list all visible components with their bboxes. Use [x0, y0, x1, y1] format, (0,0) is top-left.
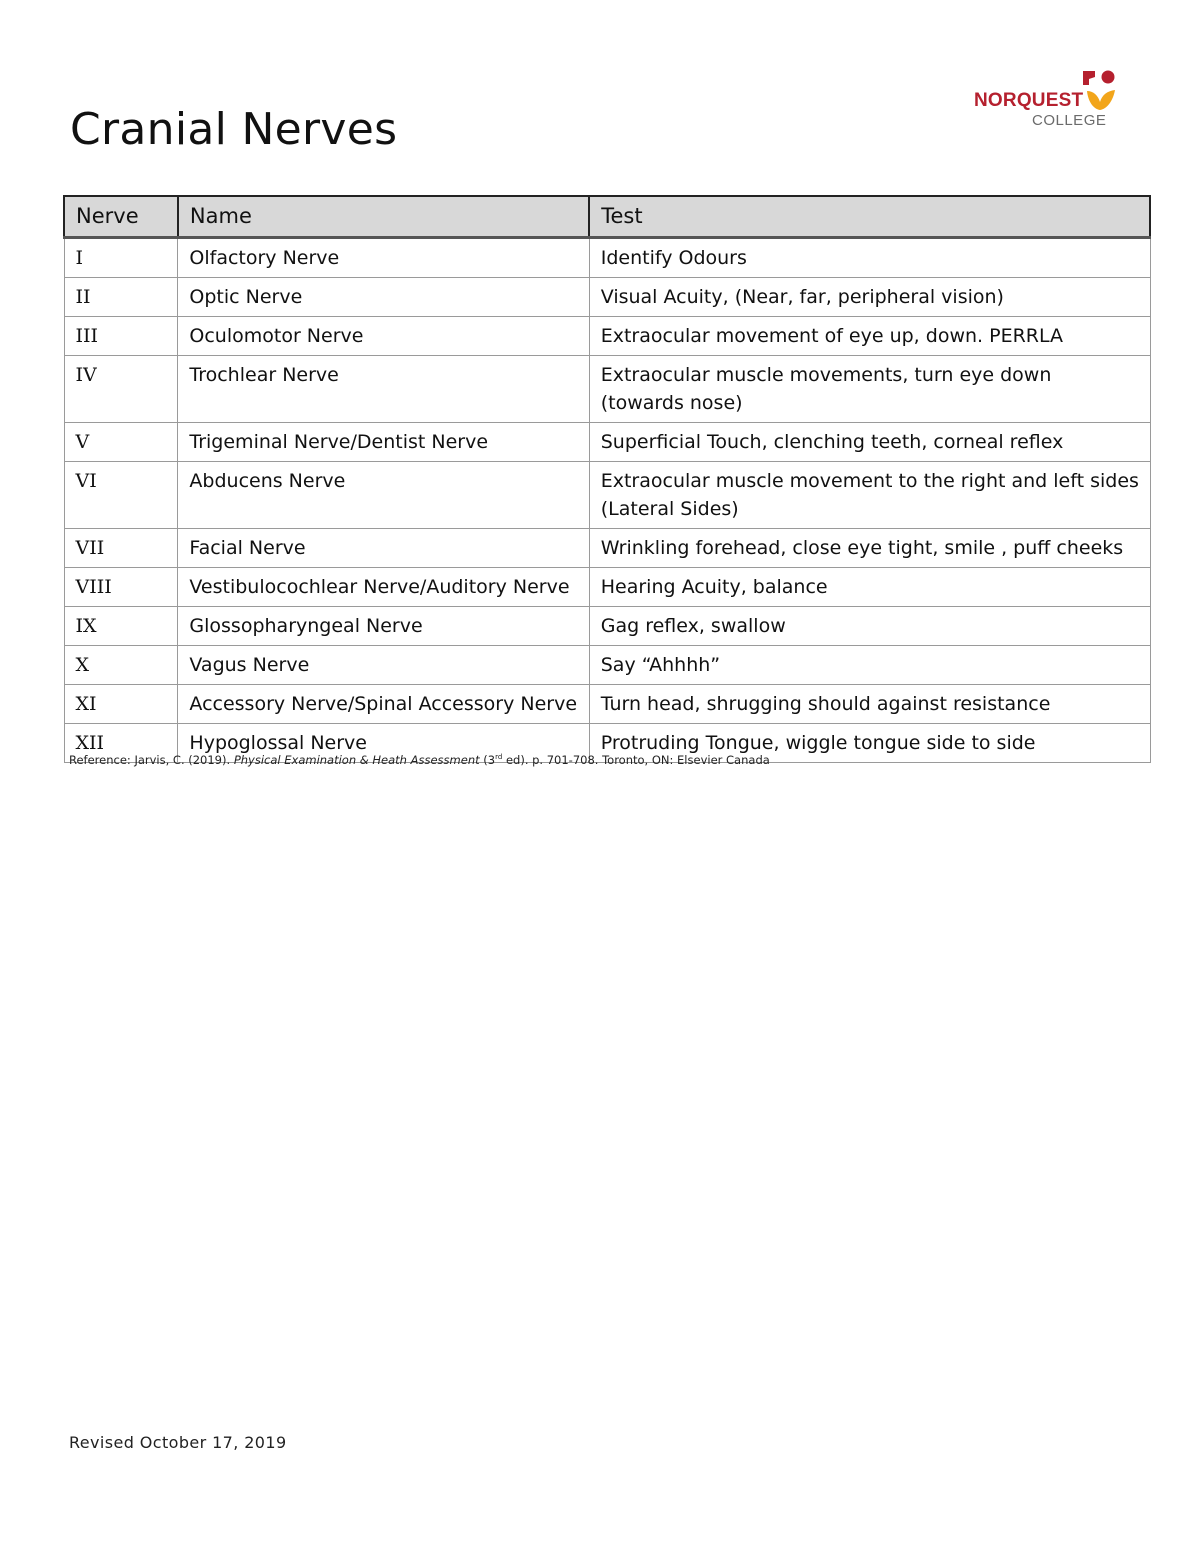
nerve-test: Extraocular movement of eye up, down. PERRLA	[589, 317, 1150, 356]
page-title: Cranial Nerves	[70, 104, 398, 155]
nerve-name: Vagus Nerve	[178, 646, 589, 685]
nerve-number: V	[64, 423, 178, 462]
table-row	[64, 607, 1150, 646]
table-row	[64, 317, 1150, 356]
logo-name: NORQUEST	[974, 90, 1084, 111]
reference-suffix: ed). p. 701-708. Toronto, ON: Elsevier Canada	[502, 753, 770, 767]
column-header-name: Name	[178, 196, 589, 238]
nerve-number: XI	[64, 685, 178, 724]
nerve-test: Protruding Tongue, wiggle tongue side to side	[589, 724, 1150, 763]
table-row	[64, 423, 1150, 462]
nerve-test: Superficial Touch, clenching teeth, corneal reflex	[589, 423, 1150, 462]
nerve-name: Oculomotor Nerve	[178, 317, 589, 356]
nerve-number: IV	[64, 356, 178, 423]
nerve-test: Turn head, shrugging should against resistance	[589, 685, 1150, 724]
table-row	[64, 356, 1150, 423]
table-row	[64, 685, 1150, 724]
nerve-name: Trigeminal Nerve/Dentist Nerve	[178, 423, 589, 462]
logo-subname: COLLEGE	[1032, 112, 1107, 129]
cranial-nerves-table	[63, 195, 1151, 763]
nerve-name: Accessory Nerve/Spinal Accessory Nerve	[178, 685, 589, 724]
table-row	[64, 238, 1150, 278]
nerve-number: III	[64, 317, 178, 356]
table-header-row	[64, 196, 1150, 238]
table-row	[64, 568, 1150, 607]
nerve-test: Extraocular muscle movement to the right and left sides (Lateral Sides)	[589, 462, 1150, 529]
nerve-test: Wrinkling forehead, close eye tight, smile , puff cheeks	[589, 529, 1150, 568]
nerve-number: XII	[64, 724, 178, 763]
nerve-name: Glossopharyngeal Nerve	[178, 607, 589, 646]
norquest-college-logo	[955, 62, 1137, 142]
nerve-test: Extraocular muscle movements, turn eye down (towards nose)	[589, 356, 1150, 423]
nerve-name: Hypoglossal Nerve	[178, 724, 589, 763]
reference-book-title: Physical Examination & Heath Assessment	[233, 753, 480, 767]
revision-date: Revised October 17, 2019	[69, 1433, 287, 1452]
nerve-number: X	[64, 646, 178, 685]
column-header-nerve: Nerve	[64, 196, 178, 238]
table-row	[64, 462, 1150, 529]
nerve-test: Visual Acuity, (Near, far, peripheral vision)	[589, 278, 1150, 317]
nerve-name: Vestibulocochlear Nerve/Auditory Nerve	[178, 568, 589, 607]
nerve-number: VI	[64, 462, 178, 529]
nerve-name: Optic Nerve	[178, 278, 589, 317]
nerve-name: Facial Nerve	[178, 529, 589, 568]
nerve-name: Olfactory Nerve	[178, 238, 589, 278]
table-row	[64, 646, 1150, 685]
nerve-name: Trochlear Nerve	[178, 356, 589, 423]
table-row	[64, 278, 1150, 317]
reference-edition-suffix: rd	[495, 753, 503, 762]
table-row	[64, 529, 1150, 568]
nerve-number: II	[64, 278, 178, 317]
reference-citation	[69, 753, 770, 767]
nerve-name: Abducens Nerve	[178, 462, 589, 529]
nerve-number: IX	[64, 607, 178, 646]
reference-prefix: Reference: Jarvis, C. (2019).	[69, 753, 234, 767]
nerve-test: Say “Ahhhh”	[589, 646, 1150, 685]
nerve-number: VIII	[64, 568, 178, 607]
nerve-number: I	[64, 238, 178, 278]
column-header-test: Test	[589, 196, 1150, 238]
reference-edition: (3	[479, 753, 496, 767]
nerve-test: Hearing Acuity, balance	[589, 568, 1150, 607]
nerve-number: VII	[64, 529, 178, 568]
nerve-test: Gag reflex, swallow	[589, 607, 1150, 646]
nerve-test: Identify Odours	[589, 238, 1150, 278]
norquest-logo-icon	[1081, 69, 1121, 111]
